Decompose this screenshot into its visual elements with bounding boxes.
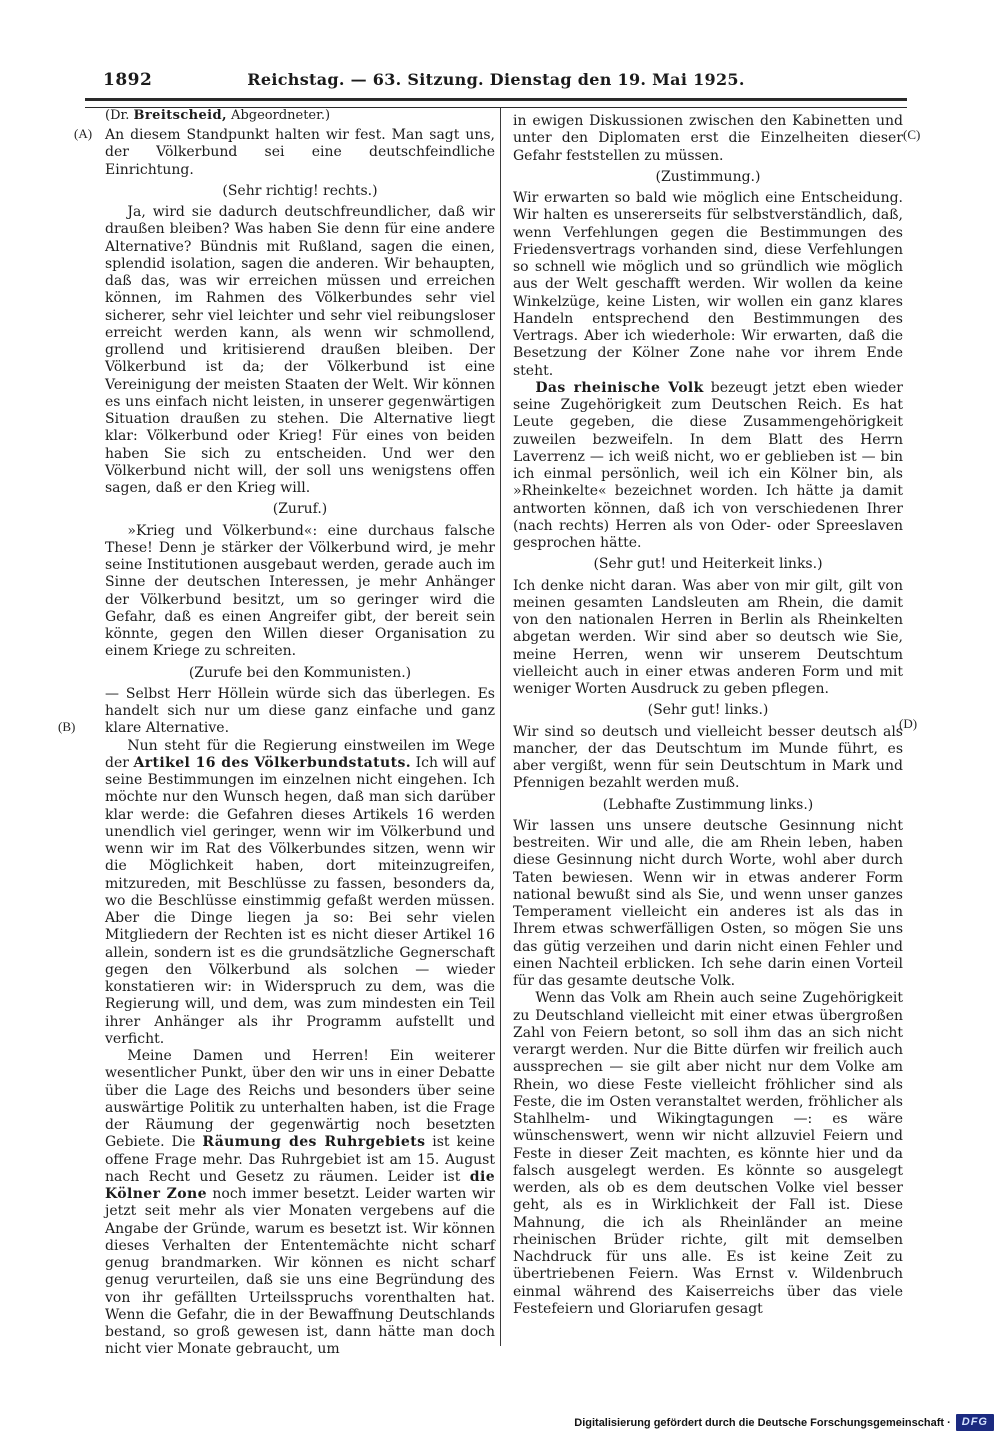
- paragraph: [105, 686, 495, 738]
- text-run: ist keine offene Frage mehr. Das Ruhrgebiet ist am 15. August nach Recht und Gesetz zu räumen. Leider ist: [105, 1134, 495, 1185]
- text-run: (Zustimmung.): [655, 168, 761, 185]
- margin-letter-a: (A): [74, 126, 93, 141]
- right-column: [513, 113, 903, 1318]
- bold-text: die Kölner Zone: [105, 1168, 495, 1202]
- text-run: Wenn das Volk am Rhein auch seine Zugehörigkeit zu Deutschland vielleicht mit einer etwas übergroßen Zahl von Feiern betont, so soll ihm das an sich nicht verargt werden. Nur die Bitte dürfen wir freilich auch aussprechen — sie gilt aber nicht nur dem Volke am Rhein, wo diese Feste vielleicht fröhlicher sind als Feste, die im Osten veranstaltet werden, fröhlicher als Stahlhelm- und Wikingtagungen —: es wäre wünschenswert, wenn wir nicht allzuviel Feiern und Feste in dieser Zeit machten, es könnte hier und da falsch ausgelegt werden. Es könnte so ausgelegt werden, als ob es dem deutschen Volke viel besser geht, als es in Wirklichkeit der Fall ist. Diese Mahnung, die ich als Rheinländer an meine rheinischen Brüder richte, gilt mit demselben Nachdruck für uns alle. Es ist keine Zeit zu übertriebenen Feiern. Was Ernst v. Wildenbruch einmal während des Kaiserreichs über das viele Festefeiern und Gloriarufen gesagt: [513, 990, 903, 1317]
- paragraph: [513, 380, 903, 553]
- paragraph: [513, 578, 903, 699]
- text-run: (Lebhafte Zustimmung links.): [602, 796, 814, 813]
- text-run: Ich will auf seine Bestimmungen im einzelnen nicht eingehen. Ich möchte nur den Wunsch hegen, daß man sich darüber klar werde: die Gefahren dieses Artikels 16 werden unendlich viel geringer, wenn wir im Völkerbund und wenn wir im Rat des Völkerbundes sitzen, wenn wir die Möglichkeit haben, dort miteinzugreifen, mitzureden, mit Beschlüsse zu fassen, besonders da, wo die Beschlüsse einstimmig gefaßt werden müssen. Aber die Dinge liegen ja so: Bei sehr vielen Mitgliedern der Rechten ist es nicht dieser Artikel 16 allein, sondern ist es die grundsätzliche Gegnerschaft gegen den Völkerbund als solchen — wieder konstatieren wir: in Widerspruch zu dem, was die Regierung will, und dem, was zum mindesten ein Teil ihrer Anhänger als ihr Programm aufstellt und verficht.: [105, 754, 495, 1047]
- paragraph: [105, 127, 495, 179]
- bold-text: Artikel 16 des Völkerbundstatuts.: [133, 754, 412, 771]
- bold-text: Das rheinische Volk: [535, 379, 704, 396]
- paragraph: [105, 523, 495, 661]
- page-header-title: Reichstag. — 63. Sitzung. Dienstag den 19. Mai 1925.: [247, 70, 745, 89]
- interjection: [513, 556, 903, 573]
- paragraph: [513, 990, 903, 1318]
- digitization-credit: [574, 1414, 994, 1431]
- page-number: 1892: [103, 70, 153, 90]
- interjection: [513, 169, 903, 186]
- text-run: »Krieg und Völkerbund«: eine durchaus falsche These! Denn je stärker der Völkerbund wird, je mehr seine Institutionen ausgebaut werden, gerade auch im Sinne der deutschen Interessen, je mehr Anhänger der Völkerbund besitzt, um so geringer wird die Gefahr, daß es einen Angreifer gibt, der bereit sein könnte, gegen den Willen dieser Organisation zu einem Kriege zu schreiten.: [105, 522, 495, 660]
- text-run: in ewigen Diskussionen zwischen den Kabinetten und unter den Diplomaten erst die Einzelheiten dieser Gefahr feststellen zu müssen.: [513, 113, 903, 164]
- interjection: [105, 501, 495, 518]
- credit-text: Digitalisierung gefördert durch die Deutsche Forschungsgemeinschaft ·: [574, 1416, 951, 1429]
- header-rule: [85, 98, 907, 108]
- text-run: An diesem Standpunkt halten wir fest. Man sagt uns, der Völkerbund sei eine deutschfeindliche Einrichtung.: [105, 127, 495, 178]
- paragraph: [105, 738, 495, 1049]
- dfg-logo: DFG: [956, 1414, 994, 1431]
- bold-text: Breitscheid,: [133, 108, 227, 123]
- text-run: Wir erwarten so bald wie möglich eine Entscheidung. Wir halten es unsererseits für selbstverständlich, daß, wenn Verfehlungen gegen die Bestimmungen des Friedensvertrags vorhanden sind, diese Verfehlungen so schnell wie möglich und so gründlich wie möglich aus der Welt geschafft werden. Wir wollen da keine Winkelzüge, keine Listen, wir wollen ein ganz klares Handeln entsprechend den Bestimmungen des Vertrags. Aber ich wiederhole: Wir erwarten, daß die Besetzung der Kölner Zone nahe vor ihrem Ende steht.: [513, 190, 903, 379]
- text-run: — Selbst Herr Höllein würde sich das überlegen. Es handelt sich nur um diese ganz einfache und ganz klare Alternative.: [105, 685, 495, 737]
- text-run: Meine Damen und Herren! Ein weiterer wesentlicher Punkt, über den wir uns in einer Debatte über die Lage des Reichs und besonders über seine auswärtige Politik zu unterhalten haben, ist die Frage der Räumung der gegenwärtig noch besetzten Gebiete. Die: [105, 1048, 495, 1151]
- right-column-text: [513, 113, 903, 1318]
- text-run: Wir lassen uns unsere deutsche Gesinnung nicht bestreiten. Wir und alle, die am Rhein leben, haben diese Gesinnung nicht durch Worte, wohl aber durch Taten bewiesen. Wenn wir in etwas anderer Form national bewußt sind als Sie, und wenn unser ganzes Temperament vielleicht ein anderes ist als das in Ihrem etwas schwerfälligen Osten, so mögen Sie uns das gütig verzeihen und darin nicht einen Fehler und einen Nachteil erblicken. Ich sehe darin einen Vorteil für das gesamte deutsche Volk.: [513, 817, 903, 989]
- margin-letter-c: (C): [903, 127, 921, 142]
- speaker-note: [105, 108, 495, 124]
- interjection: [513, 702, 903, 719]
- text-run: (Zuruf.): [272, 501, 328, 518]
- left-column: [105, 108, 495, 1359]
- text-run: (Zurufe bei den Kommunisten.): [188, 664, 412, 681]
- text-run: (Dr.: [105, 108, 134, 123]
- text-run: (Sehr richtig! rechts.): [222, 182, 378, 199]
- paragraph: [105, 1048, 495, 1359]
- paragraph: [513, 113, 903, 165]
- text-run: noch immer besetzt. Leider warten wir jetzt seit mehr als vier Monaten vergebens auf die Angabe der Gründe, warum es besetzt ist. Wir können dieses Verhalten der Ententemächte nicht scharf genug brandmarken. Wir können es nicht scharf genug verurteilen, daß sie uns eine Begründung des von ihr gefällten Urteilsspruchs vorenthalten hat. Wenn die Gefahr, die in der Bewaffnung Deutschlands bestand, so groß gewesen ist, dann hätte man doch nicht vier Monate gebraucht, um: [105, 1186, 495, 1358]
- margin-letter-b: (B): [58, 719, 76, 734]
- text-run: Wir sind so deutsch und vielleicht besser deutsch als mancher, der das Deutschtum im Munde führt, es aber vergißt, wenn für sein Deutschtum in Mark und Pfennigen bezahlt werden muß.: [513, 723, 903, 792]
- paragraph: [513, 190, 903, 380]
- paragraph: [105, 204, 495, 497]
- text-run: (Sehr gut! und Heiterkeit links.): [593, 556, 823, 573]
- text-run: Ich denke nicht daran. Was aber von mir gilt, gilt von meinen gesamten Landsleuten am Rhein, die damit von den nationalen Herren in Berlin als Rheinkelten abgetan werden. Wir sind aber so deutsch wie Sie, meine Herren, wenn wir unserem Deutschtum vielleicht auch in einer etwas anderen Form und mit weniger Worten Ausdruck zu geben pflegen.: [513, 577, 903, 697]
- text-run: Abgeordneter.): [226, 108, 331, 123]
- text-run: Nun steht für die Regierung einstweilen im Wege der: [105, 737, 495, 771]
- text-run: bezeugt jetzt eben wieder seine Zugehörigkeit zum Deutschen Reich. Es hat Leute gegeben, die diese Zusammengehörigkeit zuweilen bezweifeln. In dem Blatt des Herrn Laverrenz — ich weiß nicht, wo er geblieben ist — bin ich einmal persönlich, weil ich ein Kölner bin, als »Rheinkelte« bezeichnet worden. Ich hätte ja damit antworten können, daß ich von verschiedenen Ihrer (nach rechts) Herren als von Oder- oder Spreeslaven gesprochen hätte.: [513, 379, 903, 551]
- text-run: (Sehr gut! links.): [647, 702, 769, 719]
- bold-text: Räumung des Ruhrgebiets: [202, 1134, 426, 1151]
- paragraph: [513, 724, 903, 793]
- left-column-text: [105, 127, 495, 1359]
- margin-letter-d: (D): [899, 716, 918, 731]
- paragraph: [513, 818, 903, 991]
- interjection: [513, 797, 903, 814]
- interjection: [105, 665, 495, 682]
- text-run: Ja, wird sie dadurch deutschfreundlicher, daß wir draußen bleiben? Was haben Sie denn für eine andere Alternative? Bündnis mit Rußland, sagen die einen, splendid isolation, sagen die anderen. Wir behaupten, daß das, was wir erreichen müssen und erreichen können, im Rahmen des Völkerbundes sehr viel sicherer, sehr viel leichter und sehr viel reibungsloser erreicht werden kann, als wenn wir schmollend, grollend und kritisierend draußen bleiben. Der Völkerbund ist da; der Völkerbund ist eine Vereinigung der meisten Staaten der Welt. Wir können es uns einfach nicht leisten, in unserer gegenwärtigen Situation draußen zu stehen. Die Alternative liegt klar: Völkerbund oder Krieg! Für eines von beiden haben Sie sich zu entscheiden. Und wer den Völkerbund nicht will, der soll uns wenigstens offen sagen, daß er den Krieg will.: [105, 204, 495, 496]
- column-divider: [500, 108, 501, 1346]
- interjection: [105, 183, 495, 200]
